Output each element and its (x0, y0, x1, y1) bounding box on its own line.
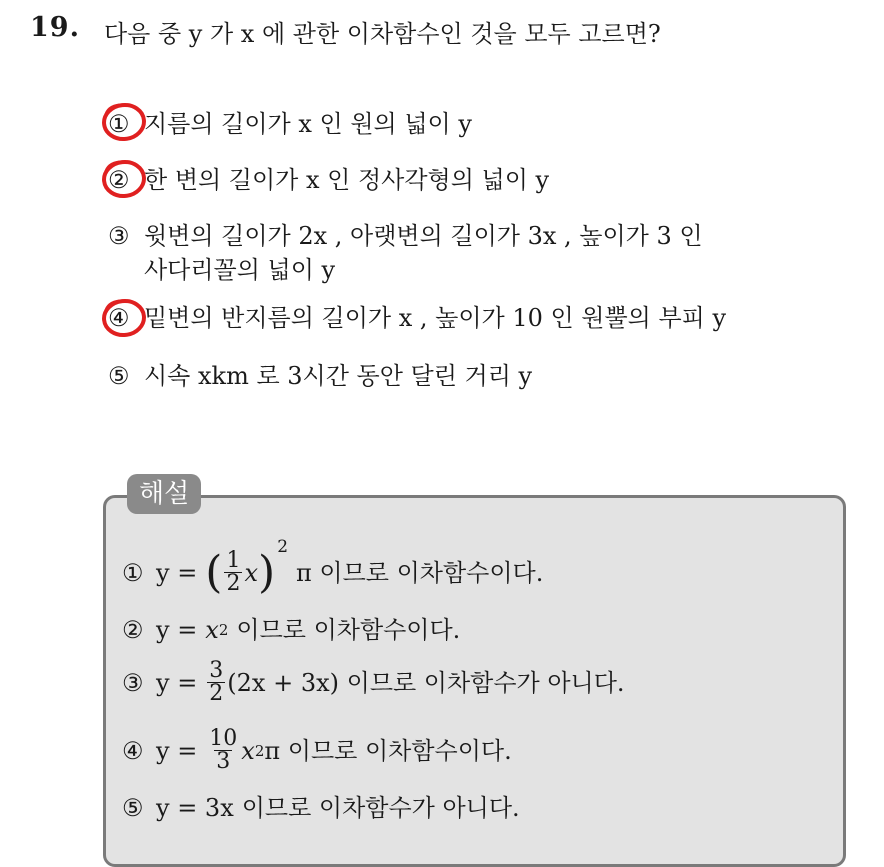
solution-tail: π 이므로 이차함수이다. (296, 558, 544, 587)
option-2[interactable] (108, 162, 549, 198)
solution-inner: x (244, 558, 259, 587)
solution-tail: 이므로 이차함수이다. (236, 616, 461, 644)
option-5[interactable] (108, 358, 532, 394)
fraction-denominator: 2 (209, 681, 224, 706)
solution-number: ④ (122, 736, 144, 765)
solution-tail: π 이므로 이차함수이다. (264, 736, 512, 765)
option-text-line2: 사다리꼴의 넓이 y (144, 256, 336, 284)
exponent: 2 (254, 741, 265, 760)
solution-expr: x (205, 616, 219, 644)
option-text: 밑변의 반지름의 길이가 x , 높이가 10 인 원뿔의 부피 y (144, 304, 727, 332)
fraction-denominator: 2 (226, 571, 241, 596)
option-text: 지름의 길이가 x 인 원의 넓이 y (144, 110, 472, 138)
solution-lhs: y = (156, 558, 198, 587)
fraction-numerator: 10 (209, 726, 238, 751)
option-number: ② (108, 166, 130, 194)
exponent: 2 (277, 536, 289, 557)
solution-lhs: y = 3x (156, 794, 234, 822)
solution-lhs: y = (156, 668, 198, 697)
fraction (207, 660, 225, 705)
option-text: 시속 xkm 로 3시간 동안 달린 거리 y (144, 362, 533, 390)
fraction (224, 550, 242, 595)
fraction-numerator: 1 (226, 548, 241, 573)
answer-mark-circle-1 (100, 100, 148, 144)
option-3-continued (144, 252, 335, 288)
solution-line-1 (122, 536, 544, 598)
solution-number: ⑤ (122, 794, 144, 822)
solution-expr: x (241, 736, 255, 765)
question-number: 19. (30, 12, 80, 43)
solution-line-2 (122, 612, 460, 648)
option-4[interactable] (108, 300, 726, 336)
answer-mark-circle-4 (100, 296, 148, 340)
exponent: 2 (218, 621, 229, 639)
solution-number: ② (122, 616, 144, 644)
option-number: ④ (108, 304, 130, 332)
solution-tail: (2x + 3x) 이므로 이차함수가 아니다. (227, 668, 625, 697)
solution-lhs: y = (156, 616, 198, 644)
option-number: ① (108, 110, 130, 138)
solution-line-3 (122, 660, 625, 705)
option-1[interactable] (108, 106, 472, 142)
fraction-numerator: 3 (209, 658, 224, 683)
solution-tail: 이므로 이차함수가 아니다. (241, 794, 520, 822)
option-number: ③ (108, 222, 130, 250)
solution-lhs: y = (156, 736, 198, 765)
question-text: 다음 중 y 가 x 에 관한 이차함수인 것을 모두 고르면? (104, 20, 661, 48)
fraction (207, 728, 239, 773)
option-text: 윗변의 길이가 2x , 아랫변의 길이가 3x , 높이가 3 인 (144, 222, 703, 250)
option-number: ⑤ (108, 362, 130, 390)
fraction-denominator: 3 (216, 749, 231, 774)
option-text: 한 변의 길이가 x 인 정사각형의 넓이 y (144, 166, 550, 194)
solution-number: ③ (122, 668, 144, 697)
solution-line-4 (122, 728, 512, 773)
solution-label: 해설 (127, 474, 201, 514)
solution-line-5 (122, 790, 520, 826)
solution-number: ① (122, 558, 144, 587)
option-3[interactable] (108, 218, 703, 254)
left-paren: ( (205, 546, 223, 598)
answer-mark-circle-2 (100, 157, 148, 201)
right-paren: ) (258, 546, 276, 598)
